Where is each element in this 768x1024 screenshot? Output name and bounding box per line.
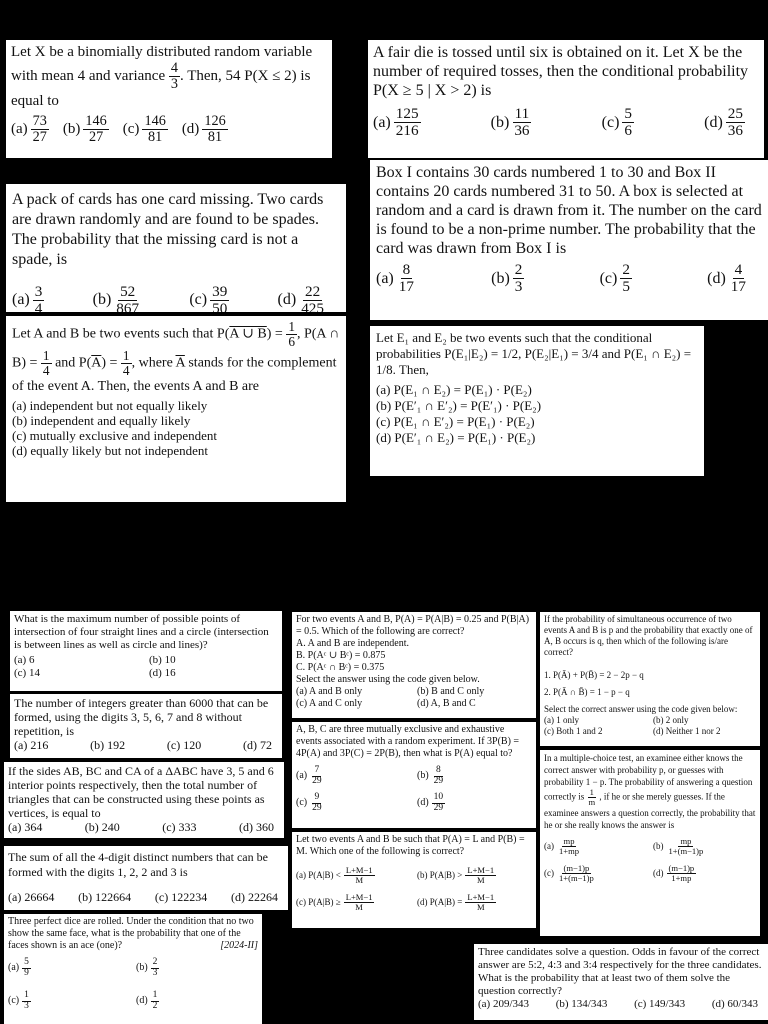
- answer-option[interactable]: (d) A, B and C: [417, 698, 476, 709]
- year-tag: [2024-II]: [220, 940, 258, 951]
- answer-option[interactable]: (a) 26664: [8, 890, 55, 904]
- fraction: $\frac{146}{27}$: [85, 112, 107, 145]
- answer-option[interactable]: [11, 114, 49, 145]
- question-simultaneous-occurrence: [540, 612, 760, 746]
- fraction: $\frac{8}{29}$: [433, 765, 444, 786]
- option-label: (d): [277, 291, 297, 309]
- fraction: $\frac{1}{2}$: [152, 989, 158, 1011]
- answer-options: [11, 114, 327, 145]
- answer-option[interactable]: [123, 114, 168, 145]
- answer-options: [8, 820, 280, 834]
- question-stem: What is the maximum number of possible points of intersection of four straight lines and a circle (intersection is between lines as well as circle and lines)?: [14, 613, 269, 651]
- option-label: (a): [8, 962, 20, 974]
- question-events-pa-pb: [292, 612, 536, 718]
- question-four-digit-sum: [4, 846, 288, 910]
- answer-option[interactable]: [376, 262, 416, 295]
- answer-option[interactable]: (b) 134/343: [555, 998, 608, 1010]
- option-label: (a): [296, 770, 308, 782]
- option-label: (d): [417, 797, 429, 809]
- question-stem: Let X be a binomially distributed random variable with mean 4 and variance $\frac{4}{3}$ . Then, 54 P(X ≤ 2) is equal to: [11, 44, 313, 109]
- answer-option[interactable]: (d) 16: [149, 667, 176, 679]
- question-stem: Let E₁ and E₂ be two events such that the conditional probabilities P(E₁|E₂) = 1/2, P(E₂|E₁) = 3/4 and P(E₁ ∩ E₂) = 1/8. Then,: [376, 330, 692, 377]
- answer-option[interactable]: [296, 793, 397, 814]
- answer-option[interactable]: [417, 866, 518, 885]
- option-label: (a): [12, 291, 30, 309]
- answer-option[interactable]: (a) P(E₁ ∩ E₂) = P(E₁) · P(E₂): [376, 382, 532, 397]
- fraction: $\frac{1}{4}$: [42, 347, 50, 378]
- answer-option[interactable]: (a) independent but not equally likely: [12, 397, 208, 413]
- answer-option[interactable]: [296, 766, 397, 787]
- answer-option[interactable]: [544, 864, 633, 883]
- fraction: $\frac{5}{6}$: [624, 105, 632, 139]
- option-label: (a): [376, 269, 394, 287]
- question-integers-6000: [10, 694, 282, 758]
- option-label: (c): [122, 121, 140, 138]
- fraction: $\frac{L+M-1}{M}$: [467, 865, 495, 885]
- answer-option[interactable]: (c) 120: [166, 738, 202, 752]
- option-label: (d): [704, 113, 723, 131]
- option-label: (b): [62, 121, 81, 138]
- answer-option[interactable]: (b) 240: [84, 820, 120, 834]
- answer-options: [478, 998, 764, 1011]
- answer-option[interactable]: (b) 192: [90, 738, 126, 752]
- statement: C. P(Aᶜ ∩ Bᶜ) = 0.375: [296, 662, 385, 673]
- answer-option[interactable]: (a) 216: [14, 738, 49, 752]
- fraction: $\frac{1}{3}$: [24, 989, 29, 1011]
- answer-option[interactable]: [8, 991, 116, 1012]
- answer-options: [12, 398, 340, 458]
- statement: 2. P(Ā ∩ B̄) = 1 − p − q: [544, 687, 630, 697]
- answer-option[interactable]: (b) 122664: [78, 890, 132, 904]
- fraction: $\frac{7}{29}$: [312, 765, 322, 786]
- option-label: (c): [544, 868, 554, 879]
- option-label: (c): [189, 291, 208, 309]
- fraction: $\frac{1}{4}$: [122, 347, 130, 378]
- answer-options: [14, 654, 278, 680]
- question-events-ab: [6, 316, 346, 502]
- question-missing-card: [6, 184, 346, 312]
- answer-option[interactable]: [136, 991, 244, 1012]
- question-intersection-points: [10, 611, 282, 691]
- fraction: $\frac{mp}{1+(m-1)p}$: [668, 835, 704, 856]
- option-label: (b): [490, 113, 510, 131]
- fraction: $\frac{2}{3}$: [514, 261, 523, 295]
- answer-option[interactable]: [417, 893, 518, 912]
- answer-option[interactable]: [136, 958, 244, 979]
- fraction: $\frac{4}{3}$: [170, 60, 178, 92]
- fraction: $\frac{22}{425}$: [301, 283, 324, 312]
- answer-option[interactable]: [417, 766, 518, 787]
- option-label: (b): [653, 841, 664, 852]
- statement-list: [544, 670, 756, 698]
- answer-options: [373, 106, 759, 139]
- question-triangle-points: [4, 762, 284, 838]
- answer-options: [14, 738, 278, 752]
- answer-option[interactable]: [63, 114, 109, 145]
- question-box-cards: [370, 160, 768, 320]
- option-label: (c) P(A|B) ≥: [296, 897, 341, 908]
- answer-option[interactable]: [93, 284, 141, 312]
- answer-option[interactable]: (d) Neither 1 nor 2: [653, 726, 721, 736]
- question-stem: The number of integers greater than 6000 that can be formed, using the digits 3, 5, 6, 7 and 8 without repetition, is: [14, 696, 269, 738]
- fraction: $\frac{126}{81}$: [204, 112, 226, 145]
- answer-option[interactable]: (b) 2 only: [653, 715, 689, 725]
- answer-option[interactable]: [704, 106, 745, 139]
- question-stem: Let A and B be two events such that P(A ∪ B) = $\frac{1}{6}$ , P(A ∩ B) = $\frac{1}{4}$ and $P(\overline{A})$ = $\frac{1}{4}$ , where $\overline{A}$ stands for the complement of the event A. Then, the events A and B are: [12, 319, 340, 394]
- answer-option[interactable]: [8, 958, 116, 979]
- answer-option[interactable]: [182, 114, 228, 145]
- fraction: $\frac{L+M-1}{M}$: [345, 865, 373, 885]
- question-stem: The sum of all the 4-digit distinct numbers that can be formed with the digits 1, 2, 2 and 3 is: [8, 850, 268, 879]
- answer-options: [8, 890, 284, 905]
- fraction: $\frac{1}{m}$: [588, 787, 596, 807]
- question-stem: Let two events A and B be such that P(A) = L and P(B) = M. Which one of the following is correct?: [296, 834, 525, 857]
- option-label: (a): [11, 121, 28, 138]
- answer-options: [296, 686, 532, 710]
- question-stem: Three perfect dice are rolled. Under the condition that no two show the same face, what is the probability that one of the faces shown is an ace (one)? [2024-II]: [8, 916, 258, 951]
- option-label: (d): [653, 868, 664, 879]
- answer-option[interactable]: [417, 793, 518, 814]
- fraction: $\frac{2}{3}$: [152, 957, 158, 978]
- answer-option[interactable]: (a) 1 only: [544, 715, 579, 725]
- answer-option[interactable]: [491, 106, 532, 139]
- fraction: $\frac{39}{50}$: [212, 283, 228, 312]
- option-label: (a): [544, 841, 554, 852]
- fraction: $\frac{25}{36}$: [727, 105, 743, 139]
- instruction: Select the answer using the code given below.: [296, 674, 480, 685]
- question-stem: In a multiple-choice test, an examinee either knows the correct answer with probability p, or guesses with probability 1 − p. The probability of answering a question correctly is $\frac{1}{m}$ , if he or she merely guesses. If the examinee answers a question correctly, the probability that he or she really knows the answer is: [544, 753, 756, 830]
- answer-option[interactable]: [296, 866, 397, 885]
- question-exhaustive-events: [292, 722, 536, 828]
- answer-options: [376, 262, 762, 295]
- answer-options: [296, 866, 532, 912]
- option-label: (c): [296, 797, 308, 809]
- question-stem: Box I contains 30 cards numbered 1 to 30 and Box II contains 20 cards numbered 31 to 50. A box is selected at random and a card is drawn from it. The number on the card is found to be a non-prime number. The probability that the card was drawn from Box I is: [376, 164, 762, 257]
- option-label: (a): [373, 113, 391, 131]
- answer-options: [12, 284, 340, 312]
- fraction: $\frac{4}{17}$: [730, 261, 746, 295]
- answer-option[interactable]: (c) 14: [14, 667, 40, 679]
- instruction: Select the correct answer using the code given below:: [544, 704, 738, 714]
- answer-option[interactable]: [602, 106, 634, 139]
- option-label: (b) P(A|B) >: [417, 870, 463, 881]
- question-stem: For two events A and B, P(A) = P(A|B) = 0.25 and P(B|A) = 0.5. Which of the following are correct?: [296, 614, 530, 637]
- question-conditional-lm: [292, 832, 536, 928]
- answer-option[interactable]: (a) A and B only: [296, 686, 363, 697]
- answer-option[interactable]: (c) Both 1 and 2: [544, 726, 603, 736]
- answer-option[interactable]: (d) 72: [243, 738, 272, 752]
- fraction: $\frac{11}{36}$: [514, 105, 530, 139]
- answer-option[interactable]: (d) P(E′₁ ∩ E₂) = P(E₁) · P(E₂): [376, 430, 536, 445]
- option-label: (d) P(A|B) =: [417, 897, 463, 908]
- answer-option[interactable]: (d) 22264: [231, 890, 278, 904]
- answer-option[interactable]: [707, 262, 748, 295]
- answer-option[interactable]: [544, 837, 633, 856]
- answer-option[interactable]: (c) A and C only: [296, 698, 363, 709]
- statement-list: [296, 638, 532, 674]
- answer-option[interactable]: (c) 333: [162, 820, 197, 834]
- answer-option[interactable]: (d) 60/343: [711, 998, 758, 1010]
- answer-options: [376, 382, 698, 446]
- question-three-dice: [4, 914, 262, 1024]
- fraction: $\frac{5}{9}$: [24, 957, 29, 978]
- answer-option[interactable]: (b) B and C only: [417, 686, 485, 697]
- answer-option[interactable]: [653, 864, 742, 883]
- statement: A. A and B are independent.: [296, 638, 410, 649]
- option-label: (a) P(A|B) <: [296, 870, 341, 881]
- statement: B. P(Aᶜ ∪ Bᶜ) = 0.875: [296, 650, 386, 661]
- answer-option[interactable]: (c) 122234: [154, 890, 208, 904]
- answer-option[interactable]: [653, 837, 742, 856]
- answer-option[interactable]: (b) P(E′₁ ∩ E′₂) = P(E′₁) · P(E₂): [376, 398, 542, 413]
- fraction: $\frac{146}{81}$: [144, 112, 166, 145]
- answer-option[interactable]: (c) 149/343: [634, 998, 686, 1010]
- answer-option[interactable]: (b) independent and equally likely: [12, 412, 191, 428]
- fraction: $\frac{8}{17}$: [398, 261, 414, 295]
- fraction: $\frac{10}{29}$: [433, 791, 444, 813]
- option-label: (b): [417, 770, 429, 782]
- answer-option[interactable]: (d) 360: [238, 820, 274, 834]
- question-events-e1-e2: [370, 326, 704, 476]
- answer-option[interactable]: (c) P(E₁ ∩ E′₂) = P(E₁) · P(E₂): [376, 414, 535, 429]
- question-stem: A pack of cards has one card missing. Two cards are drawn randomly and are found to be spades. The probability that the missing card is not a spade, is: [12, 191, 324, 268]
- question-die-tossed: [368, 40, 764, 158]
- statement: 1. P(Ā) + P(B̄) = 2 − 2p − q: [544, 670, 644, 680]
- option-label: (d): [707, 269, 726, 287]
- question-multiple-choice-test: [540, 750, 760, 936]
- question-stem: Three candidates solve a question. Odds in favour of the correct answer are 5:2, 4:3 and 3:4 respectively for the three candidates. What is the probability that at least two of them solve the question correctly?: [478, 946, 762, 997]
- answer-option[interactable]: [189, 284, 229, 312]
- answer-option[interactable]: [373, 106, 421, 139]
- question-stem: A fair die is tossed until six is obtained on it. Let X be the number of required tosses, then the conditional probability P(X ≥ 5 | X > 2) is: [373, 44, 749, 99]
- question-binomial: [6, 40, 332, 158]
- option-label: (c): [601, 113, 620, 131]
- fraction: $\frac{mp}{1+mp}$: [559, 835, 580, 856]
- option-label: (b): [491, 269, 510, 287]
- answer-option[interactable]: (a) 209/343: [478, 998, 530, 1010]
- answer-option[interactable]: [600, 262, 632, 295]
- option-label: (b): [92, 291, 112, 309]
- option-label: (c): [599, 269, 618, 287]
- answer-option[interactable]: [491, 262, 524, 295]
- question-odds-candidates: [474, 944, 768, 1020]
- question-stem: A, B, C are three mutually exclusive and exhaustive events associated with a random experiment. If 3P(B) = 4P(A) and 3P(C) = 2P(B), then what is P(A) equal to?: [296, 724, 520, 759]
- option-label: (c): [8, 995, 20, 1007]
- answer-option[interactable]: (c) mutually exclusive and independent: [12, 427, 218, 443]
- question-stem: If the probability of simultaneous occurrence of two events A and B is p and the probability that exactly one of A, B occurs is q, then which of the following is/are correct?: [544, 614, 753, 657]
- fraction: $\frac{1}{6}$: [288, 319, 295, 349]
- fraction: $\frac{L+M-1}{M}$: [467, 891, 495, 912]
- fraction: $\frac{125}{216}$: [395, 105, 419, 139]
- option-label: (d): [136, 995, 148, 1007]
- answer-option[interactable]: [296, 893, 397, 912]
- option-label: (d): [181, 121, 200, 138]
- answer-options: [544, 837, 756, 883]
- answer-option[interactable]: (b) 10: [149, 654, 176, 666]
- answer-option[interactable]: [12, 284, 44, 312]
- answer-options: [296, 766, 532, 814]
- answer-option[interactable]: [278, 284, 326, 312]
- option-label: (b): [136, 962, 148, 974]
- question-stem: If the sides AB, BC and CA of a ΔABC have 3, 5 and 6 interior points respectively, then the total number of triangles that can be constructed using these points as vertices, is equal to: [8, 764, 274, 820]
- answer-option[interactable]: (a) 364: [8, 820, 43, 834]
- fraction: $\frac{52}{867}$: [116, 283, 140, 312]
- fraction: $\frac{(m-1)p}{1+(m-1)p}$: [559, 862, 594, 883]
- fraction: $\frac{73}{27}$: [32, 112, 47, 145]
- fraction: $\frac{L+M-1}{M}$: [345, 891, 373, 912]
- answer-option[interactable]: (d) equally likely but not independent: [12, 442, 209, 458]
- answer-options: [8, 958, 258, 1012]
- fraction: $\frac{3}{4}$: [34, 283, 43, 312]
- fraction: $\frac{9}{29}$: [312, 791, 322, 813]
- answer-options: [544, 715, 756, 737]
- fraction: $\frac{(m-1)p}{1+mp}$: [668, 862, 695, 883]
- answer-option[interactable]: (a) 6: [14, 654, 35, 666]
- fraction: $\frac{2}{5}$: [622, 261, 630, 295]
